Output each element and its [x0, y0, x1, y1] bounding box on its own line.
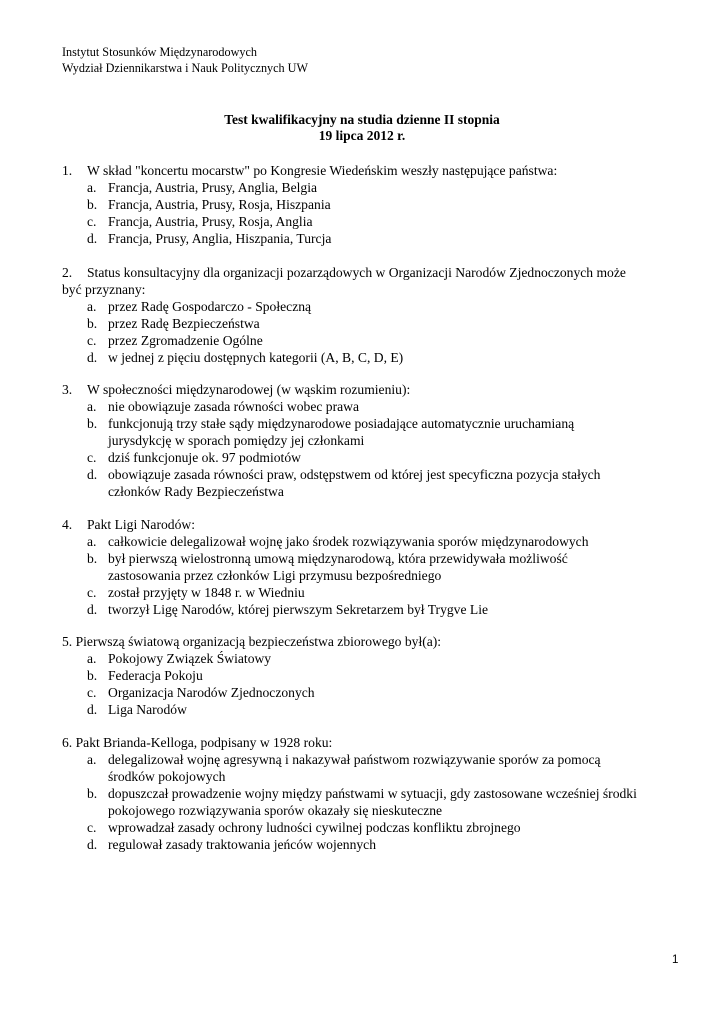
option-text: Francja, Austria, Prusy, Rosja, Anglia: [108, 214, 313, 229]
question-text: 6. Pakt Brianda-Kelloga, podpisany w 1928 roku:: [62, 735, 333, 750]
option-text: dziś funkcjonuje ok. 97 podmiotów: [108, 450, 301, 465]
option-text: całkowicie delegalizował wojnę jako środek rozwiązywania sporów międzynarodowych: [108, 534, 589, 549]
option-letter: a.: [87, 299, 97, 314]
option-text: regulował zasady traktowania jeńców wojennych: [108, 837, 376, 852]
option-text: wprowadzał zasady ochrony ludności cywilnej podczas konfliktu zbrojnego: [108, 820, 521, 835]
option-letter: c.: [87, 820, 97, 835]
question-text: W skład "koncertu mocarstw" po Kongresie Wiedeńskim weszły następujące państwa:: [87, 163, 558, 178]
question-text: Status konsultacyjny dla organizacji pozarządowych w Organizacji Narodów Zjednoczonych może: [87, 265, 626, 280]
option-letter: b.: [87, 416, 98, 431]
option-letter: d.: [87, 602, 98, 617]
option-letter: d.: [87, 231, 98, 246]
option-text: obowiązuje zasada równości praw, odstępstwem od której jest specyficzna pozycja stałych: [108, 467, 601, 482]
option-text: został przyjęty w 1848 r. w Wiedniu: [108, 585, 305, 600]
option-letter: b.: [87, 786, 98, 801]
question-number: 4.: [62, 517, 73, 532]
option-text-continued: środków pokojowych: [108, 769, 226, 784]
option-letter: c.: [87, 585, 97, 600]
option-letter: a.: [87, 651, 97, 666]
option-letter: c.: [87, 333, 97, 348]
page-number: 1: [672, 954, 679, 966]
question-number: 2.: [62, 265, 73, 280]
option-letter: a.: [87, 534, 97, 549]
option-text: był pierwszą wielostronną umową międzynarodową, która przewidywała możliwość: [108, 551, 568, 566]
option-text: tworzył Ligę Narodów, której pierwszym Sekretarzem był Trygve Lie: [108, 602, 489, 617]
option-letter: d.: [87, 837, 98, 852]
option-text: funkcjonują trzy stałe sądy międzynarodowe posiadające automatycznie uruchamianą: [108, 416, 575, 431]
option-text: Organizacja Narodów Zjednoczonych: [108, 685, 315, 700]
question-number: 1.: [62, 163, 73, 178]
page-title: Test kwalifikacyjny na studia dzienne II stopnia: [224, 112, 500, 127]
page-date: 19 lipca 2012 r.: [318, 128, 406, 143]
institute-name: Instytut Stosunków Międzynarodowych: [62, 45, 257, 59]
option-letter: d.: [87, 467, 98, 482]
question-text-continued: być przyznany:: [62, 282, 146, 297]
option-text: przez Radę Bezpieczeństwa: [108, 316, 260, 331]
option-letter: a.: [87, 752, 97, 767]
option-letter: b.: [87, 316, 98, 331]
option-text: w jednej z pięciu dostępnych kategorii (A, B, C, D, E): [108, 350, 404, 365]
option-letter: b.: [87, 551, 98, 566]
question-text: Pakt Ligi Narodów:: [87, 517, 195, 532]
faculty-name: Wydział Dziennikarstwa i Nauk Politycznych UW: [62, 61, 308, 75]
option-text: Francja, Austria, Prusy, Anglia, Belgia: [108, 180, 318, 195]
option-text: nie obowiązuje zasada równości wobec prawa: [108, 399, 359, 414]
option-text-continued: pokojowego rozwiązywania sporów okazały się nieskuteczne: [108, 803, 443, 818]
option-letter: b.: [87, 668, 98, 683]
option-text-continued: jurysdykcję w sporach pomiędzy jej członkami: [108, 433, 365, 448]
option-letter: c.: [87, 214, 97, 229]
option-text-continued: członków Rady Bezpieczeństwa: [108, 484, 284, 499]
question-text: W społeczności międzynarodowej (w wąskim rozumieniu):: [87, 382, 411, 397]
option-text: przez Zgromadzenie Ogólne: [108, 333, 263, 348]
option-letter: a.: [87, 399, 97, 414]
option-text-continued: zastosowania przez członków Ligi przymusu bezpośredniego: [108, 568, 442, 583]
option-letter: c.: [87, 450, 97, 465]
option-letter: a.: [87, 180, 97, 195]
option-text: dopuszczał prowadzenie wojny między państwami w sytuacji, gdy zastosowane wcześniej środki: [108, 786, 637, 801]
option-text: Federacja Pokoju: [108, 668, 203, 683]
option-text: Pokojowy Związek Światowy: [108, 651, 272, 666]
option-text: delegalizował wojnę agresywną i nakazywał państwom rozwiązywanie sporów za pomocą: [108, 752, 601, 767]
option-text: przez Radę Gospodarczo - Społeczną: [108, 299, 312, 314]
question-number: 3.: [62, 382, 73, 397]
option-text: Francja, Austria, Prusy, Rosja, Hiszpania: [108, 197, 331, 212]
option-text: Liga Narodów: [108, 702, 187, 717]
option-letter: b.: [87, 197, 98, 212]
option-text: Francja, Prusy, Anglia, Hiszpania, Turcja: [108, 231, 332, 246]
question-text: 5. Pierwszą światową organizacją bezpieczeństwa zbiorowego był(a):: [62, 634, 442, 649]
option-letter: d.: [87, 350, 98, 365]
option-letter: d.: [87, 702, 98, 717]
option-letter: c.: [87, 685, 97, 700]
